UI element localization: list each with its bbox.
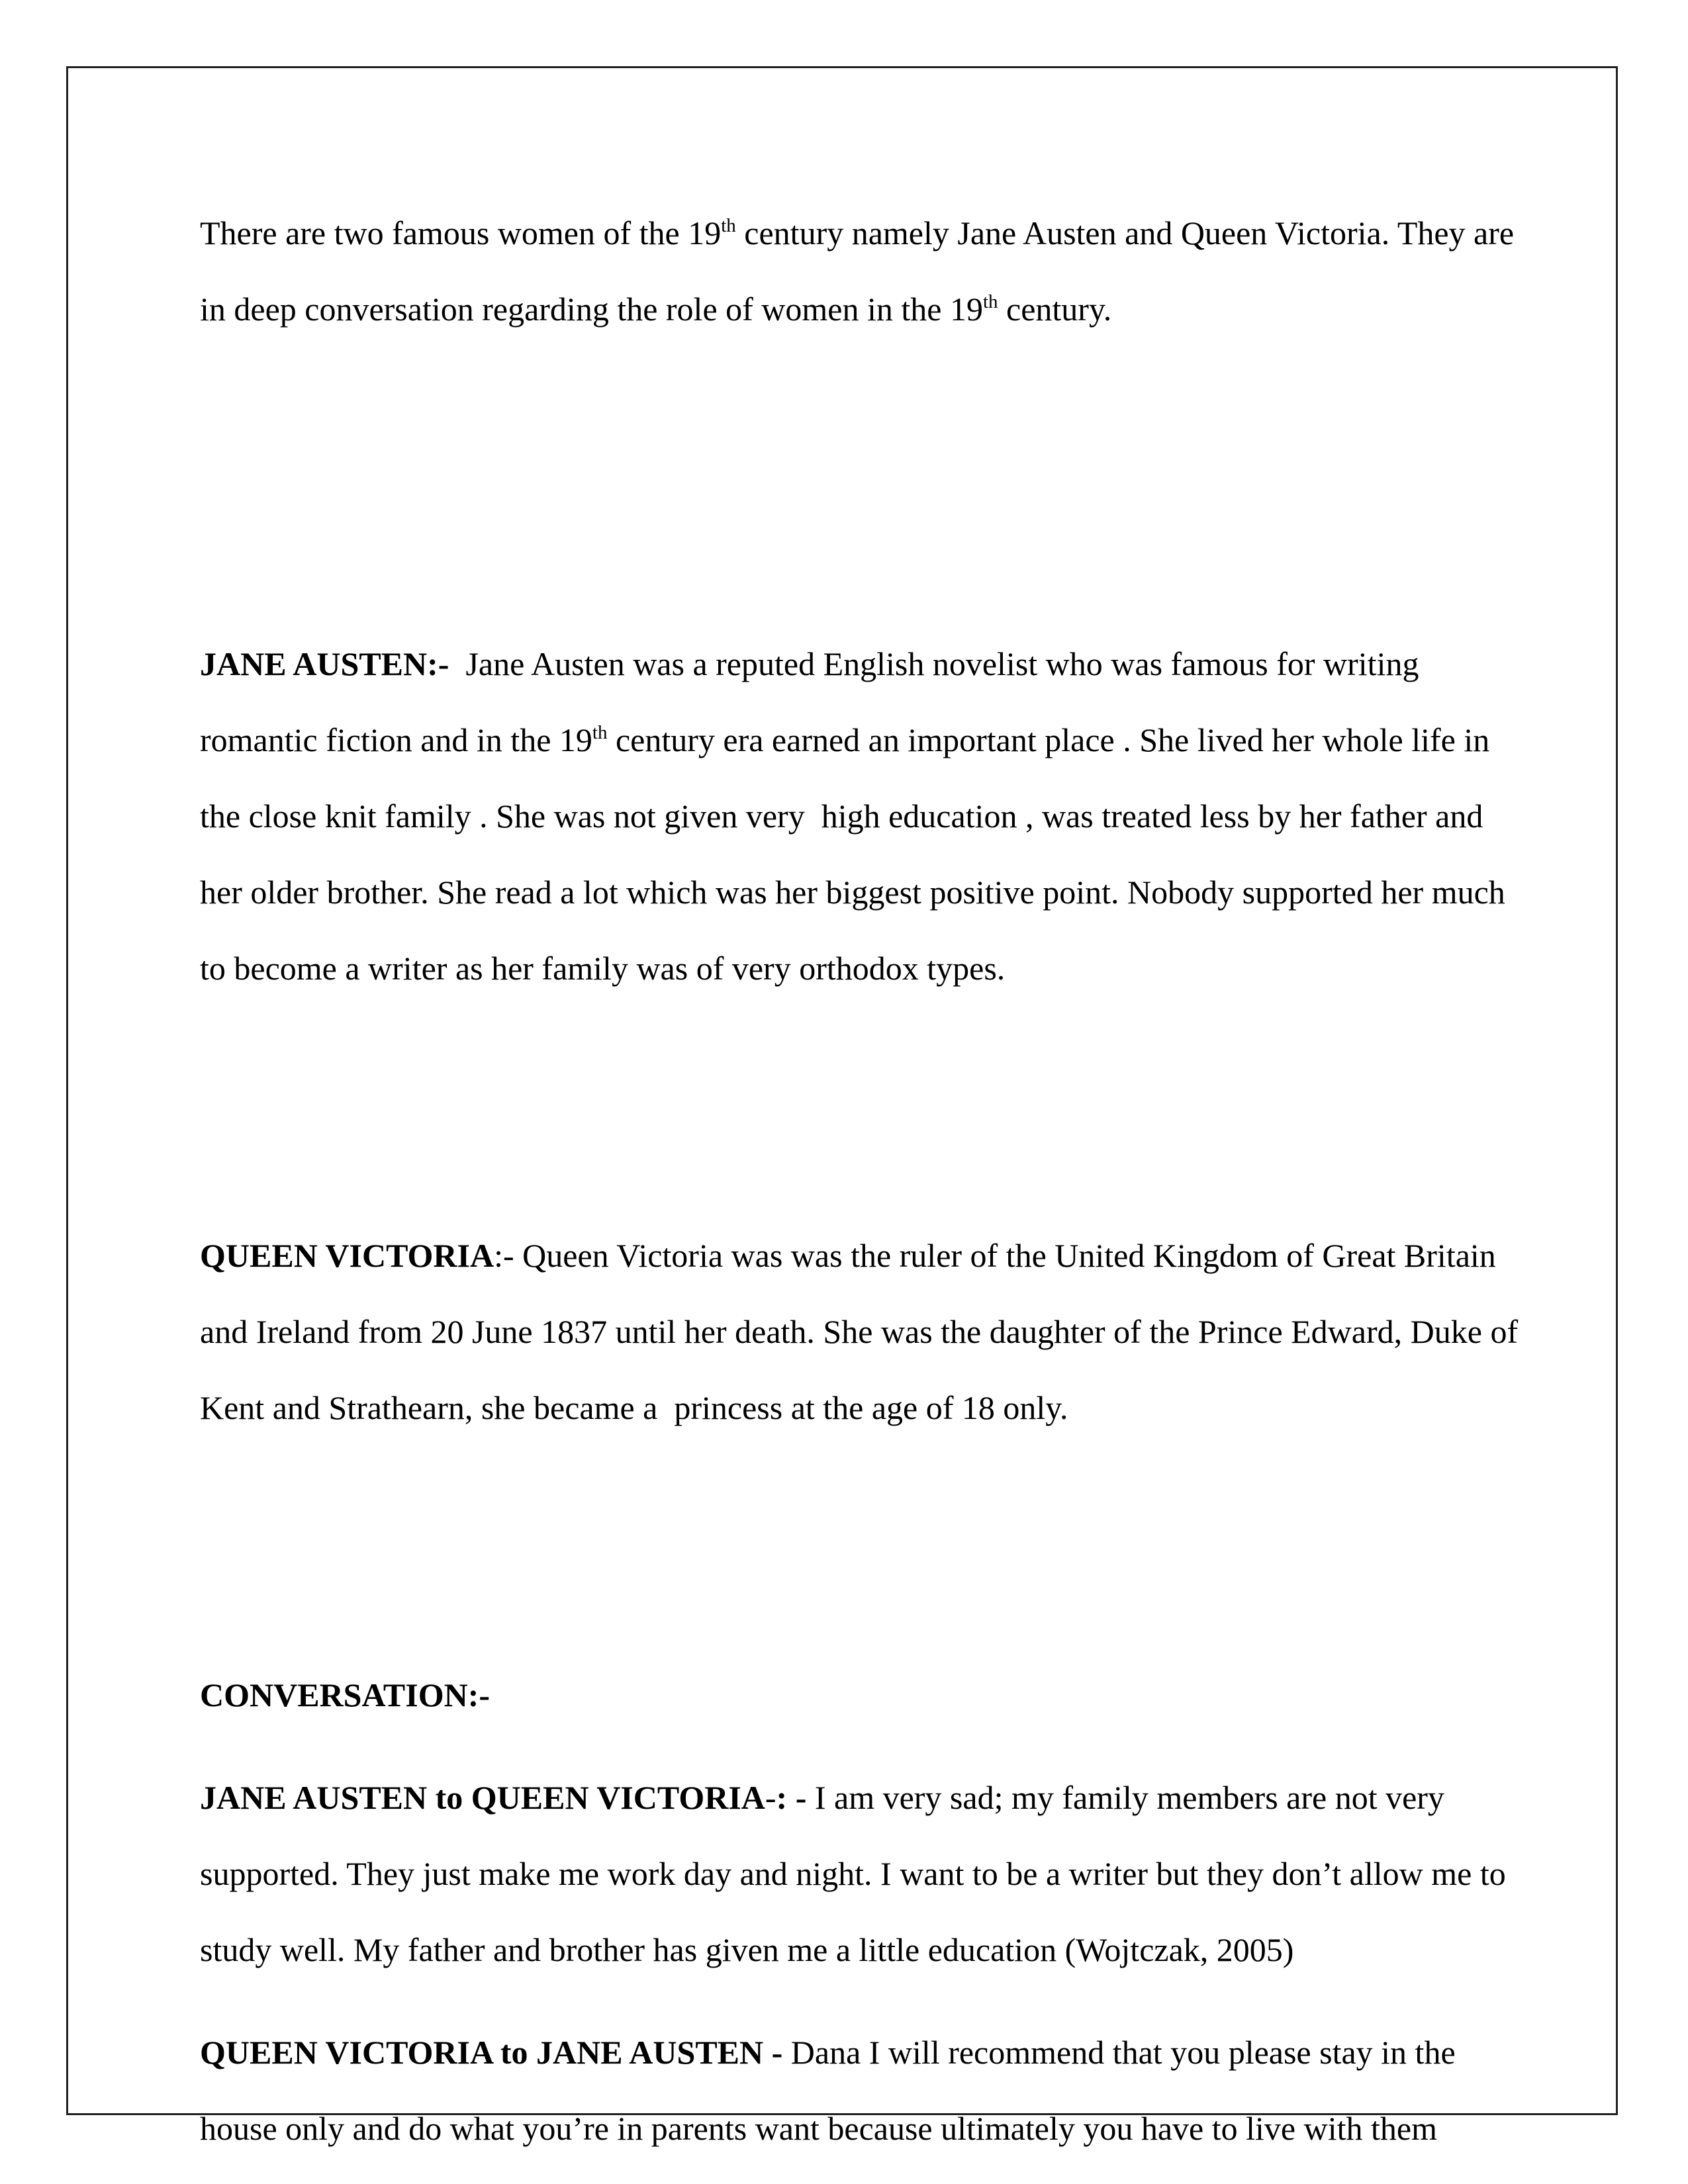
jane-austen-text-1: Jane Austen was a reputed English novelist who was famous for writing romantic fiction and in the 19 bbox=[200, 645, 1427, 758]
jane-austen-paragraph bbox=[200, 626, 1524, 1007]
intro-superscript-1: th bbox=[721, 215, 736, 236]
conversation-speaker-queen: QUEEN VICTORIA to JANE AUSTEN - bbox=[200, 2034, 791, 2071]
conversation-heading-text: CONVERSATION:- bbox=[200, 1676, 490, 1713]
jane-austen-label: JANE AUSTEN:- bbox=[200, 645, 449, 682]
conversation-line-jane bbox=[200, 1760, 1524, 1988]
conversation-separator-plain: - bbox=[765, 1779, 776, 1816]
document-body bbox=[200, 195, 1524, 2167]
conversation-text-jane: I am very sad; my family members are not very supported. They just make me work day and night. I want to be a writer but they don’t allow me to study well. My father and brother has given me a little education (Wojtczak, 2005) bbox=[200, 1779, 1506, 1968]
intro-text-1: There are two famous women of the 19 bbox=[200, 214, 722, 251]
conversation-speaker-jane: JANE AUSTEN to QUEEN VICTORIA bbox=[200, 1779, 765, 1816]
conversation-line-queen bbox=[200, 2015, 1524, 2167]
queen-victoria-paragraph bbox=[200, 1218, 1524, 1446]
conversation-text-queen: Dana I will recommend that you please stay in the house only and do what you’re in parents want because ultimately you have to live with them bbox=[200, 2034, 1456, 2147]
intro-paragraph bbox=[200, 195, 1524, 347]
jane-austen-text-2: century era earned an important place . She lived her whole life in the close knit family . She was not given very high education , was treated less by her father and her older brother. She read a lot which was her biggest positive point. Nobody supported her much to become a writer as her family was of very orthodox types. bbox=[200, 721, 1514, 987]
intro-superscript-2: th bbox=[982, 291, 998, 312]
queen-victoria-label: QUEEN VICTORIA bbox=[200, 1237, 494, 1274]
conversation-separator-bold: : - bbox=[776, 1779, 815, 1816]
queen-victoria-text: Queen Victoria was was the ruler of the United Kingdom of Great Britain and Ireland from 20 June 1837 until her death. She was the daughter of the Prince Edward, Duke of Kent and Strathearn, she became a princess at the age of 18 only. bbox=[200, 1237, 1526, 1426]
intro-text-3: century. bbox=[998, 291, 1112, 328]
intro-text-2: century namely Jane Austen and Queen Victoria. They are in deep conversation regarding the role of women in the 19 bbox=[200, 214, 1515, 328]
queen-victoria-punct: :- bbox=[494, 1237, 523, 1274]
jane-austen-superscript: th bbox=[592, 722, 608, 743]
conversation-heading bbox=[200, 1657, 1524, 1733]
